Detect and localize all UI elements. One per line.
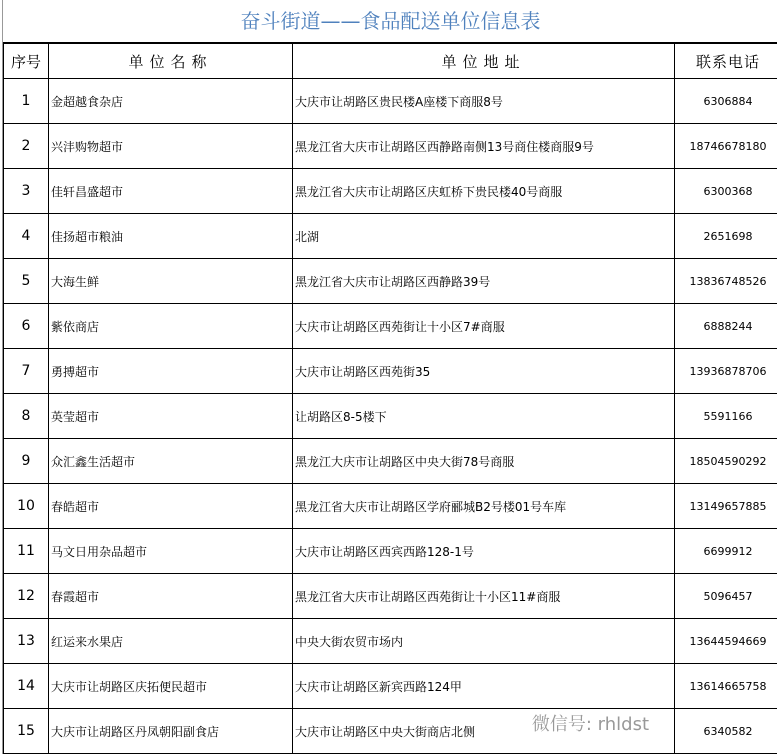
- header-name: 单位名称: [49, 44, 293, 79]
- table-row: [4, 484, 777, 529]
- spreadsheet: [2, 0, 777, 754]
- cell-seq[interactable]: 8: [4, 394, 49, 439]
- cell-seq[interactable]: 15: [4, 709, 49, 754]
- cell-address[interactable]: 大庆市让胡路区西苑街35: [293, 349, 675, 394]
- table-row: [4, 574, 777, 619]
- header-row: [4, 44, 777, 79]
- cell-seq[interactable]: 9: [4, 439, 49, 484]
- cell-seq[interactable]: 5: [4, 259, 49, 304]
- cell-address[interactable]: 大庆市让胡路区新宾西路124甲: [293, 664, 675, 709]
- cell-phone[interactable]: 5096457: [675, 574, 777, 619]
- info-table: [3, 43, 777, 754]
- cell-seq[interactable]: 6: [4, 304, 49, 349]
- cell-address[interactable]: 北湖: [293, 214, 675, 259]
- cell-name[interactable]: 英莹超市: [49, 394, 293, 439]
- cell-phone[interactable]: 5591166: [675, 394, 777, 439]
- wechat-watermark: 微信号: rhldst: [531, 714, 649, 735]
- table-row: [4, 394, 777, 439]
- cell-name[interactable]: 勇搏超市: [49, 349, 293, 394]
- cell-address[interactable]: 黑龙江省大庆市让胡路区西静路南侧13号商住楼商服9号: [293, 124, 675, 169]
- table-row: [4, 304, 777, 349]
- cell-seq[interactable]: 7: [4, 349, 49, 394]
- cell-phone[interactable]: 18746678180: [675, 124, 777, 169]
- cell-seq[interactable]: 3: [4, 169, 49, 214]
- table-row: [4, 529, 777, 574]
- sheet-title: 奋斗街道——食品配送单位信息表: [3, 0, 777, 43]
- header-address: 单位地址: [293, 44, 675, 79]
- cell-name[interactable]: 红运来水果店: [49, 619, 293, 664]
- cell-phone[interactable]: 6888244: [675, 304, 777, 349]
- table-row: [4, 214, 777, 259]
- cell-address[interactable]: 大庆市让胡路区中央大街商店北侧: [293, 709, 675, 754]
- table-row: [4, 709, 777, 754]
- cell-name[interactable]: 马文日用杂品超市: [49, 529, 293, 574]
- table-row: [4, 79, 777, 124]
- cell-name[interactable]: 众汇鑫生活超市: [49, 439, 293, 484]
- cell-seq[interactable]: 10: [4, 484, 49, 529]
- cell-name[interactable]: 金超越食杂店: [49, 79, 293, 124]
- cell-phone[interactable]: 6340582: [675, 709, 777, 754]
- cell-phone[interactable]: 6300368: [675, 169, 777, 214]
- cell-seq[interactable]: 4: [4, 214, 49, 259]
- table-row: [4, 439, 777, 484]
- cell-phone[interactable]: 13836748526: [675, 259, 777, 304]
- cell-name[interactable]: 大庆市让胡路区丹凤朝阳副食店: [49, 709, 293, 754]
- cell-name[interactable]: 紫依商店: [49, 304, 293, 349]
- table-row: [4, 349, 777, 394]
- table-row: [4, 259, 777, 304]
- table-row: [4, 124, 777, 169]
- cell-phone[interactable]: 6306884: [675, 79, 777, 124]
- cell-phone[interactable]: 6699912: [675, 529, 777, 574]
- cell-seq[interactable]: 13: [4, 619, 49, 664]
- cell-phone[interactable]: 13149657885: [675, 484, 777, 529]
- cell-name[interactable]: 春皓超市: [49, 484, 293, 529]
- cell-phone[interactable]: 13936878706: [675, 349, 777, 394]
- cell-name[interactable]: 佳轩昌盛超市: [49, 169, 293, 214]
- cell-seq[interactable]: 1: [4, 79, 49, 124]
- cell-name[interactable]: 兴沣购物超市: [49, 124, 293, 169]
- cell-seq[interactable]: 14: [4, 664, 49, 709]
- cell-phone[interactable]: 2651698: [675, 214, 777, 259]
- cell-address[interactable]: 黑龙江省大庆市让胡路区庆虹桥下贵民楼40号商服: [293, 169, 675, 214]
- cell-seq[interactable]: 2: [4, 124, 49, 169]
- table-row: [4, 664, 777, 709]
- cell-address[interactable]: 黑龙江省大庆市让胡路区学府郦城B2号楼01号车库: [293, 484, 675, 529]
- table-row: [4, 169, 777, 214]
- cell-name[interactable]: 大庆市让胡路区庆拓便民超市: [49, 664, 293, 709]
- cell-seq[interactable]: 12: [4, 574, 49, 619]
- cell-address[interactable]: 大庆市让胡路区贵民楼A座楼下商服8号: [293, 79, 675, 124]
- cell-phone[interactable]: 13614665758: [675, 664, 777, 709]
- header-phone: 联系电话: [675, 44, 777, 79]
- cell-phone[interactable]: 18504590292: [675, 439, 777, 484]
- cell-seq[interactable]: 11: [4, 529, 49, 574]
- cell-address[interactable]: 大庆市让胡路区西宾西路128-1号: [293, 529, 675, 574]
- cell-address[interactable]: 中央大街农贸市场内: [293, 619, 675, 664]
- table-row: [4, 619, 777, 664]
- cell-phone[interactable]: 13644594669: [675, 619, 777, 664]
- cell-name[interactable]: 佳扬超市粮油: [49, 214, 293, 259]
- header-seq: 序号: [4, 44, 49, 79]
- cell-name[interactable]: 春霞超市: [49, 574, 293, 619]
- cell-address[interactable]: 黑龙江省大庆市让胡路区西静路39号: [293, 259, 675, 304]
- cell-address[interactable]: 大庆市让胡路区西苑街让十小区7#商服: [293, 304, 675, 349]
- cell-address[interactable]: 黑龙江省大庆市让胡路区西苑街让十小区11#商服: [293, 574, 675, 619]
- cell-address[interactable]: 让胡路区8-5楼下: [293, 394, 675, 439]
- cell-address[interactable]: 黑龙江大庆市让胡路区中央大街78号商服: [293, 439, 675, 484]
- cell-name[interactable]: 大海生鲜: [49, 259, 293, 304]
